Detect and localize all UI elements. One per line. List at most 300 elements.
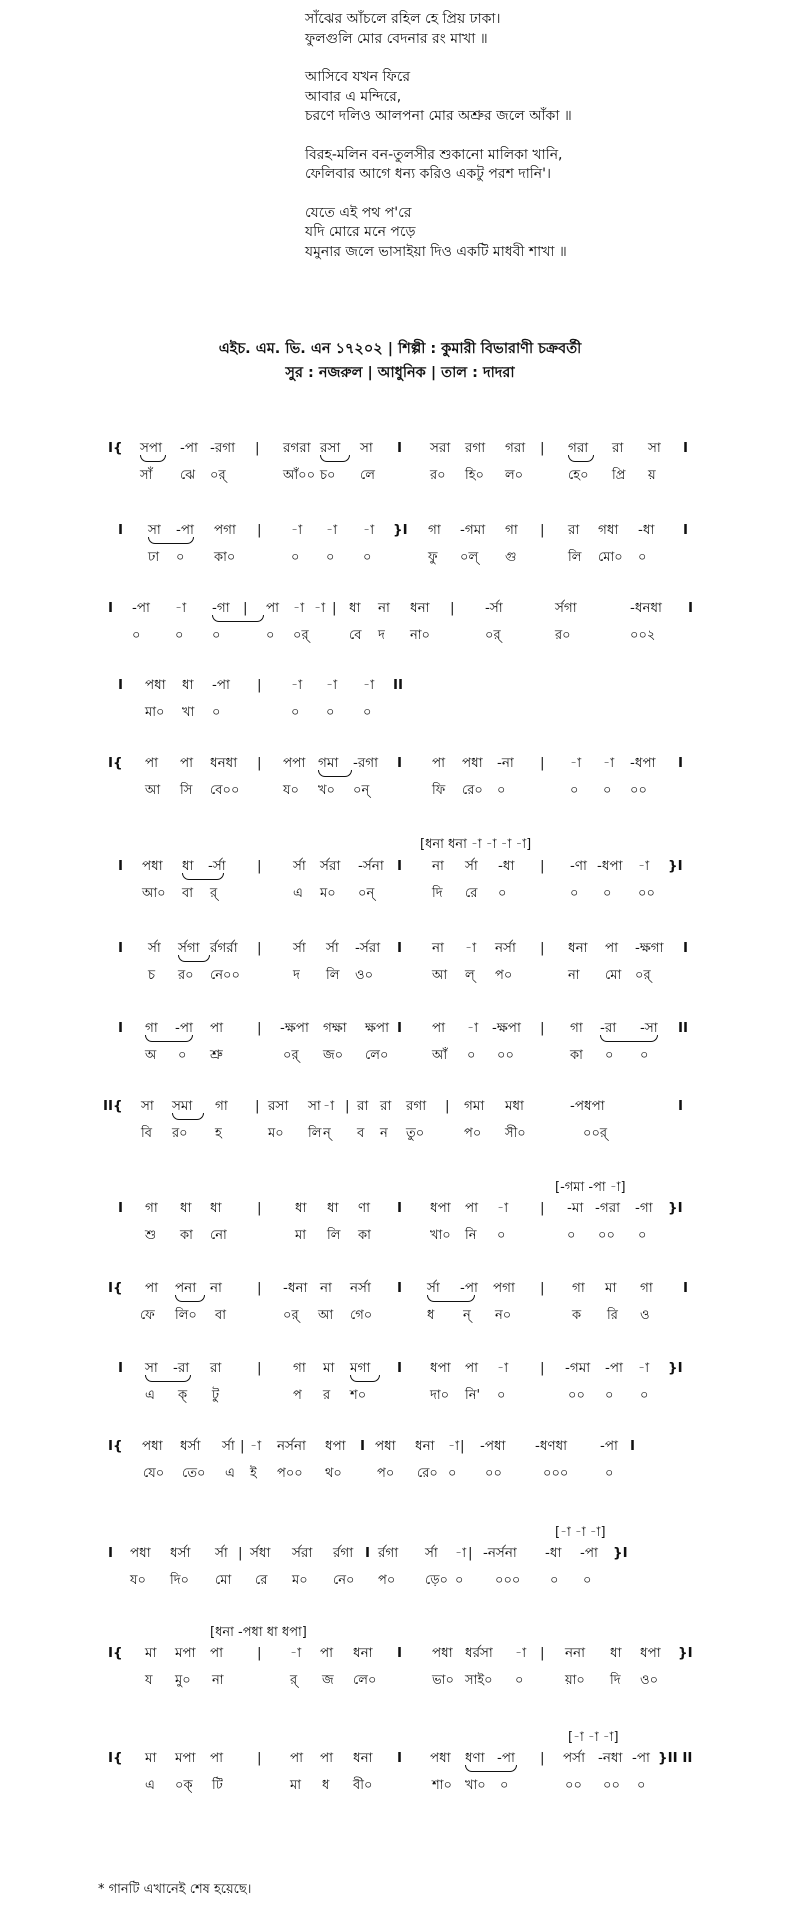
slur-mark — [600, 1035, 658, 1042]
lyric-syllable: ০ন্ — [353, 783, 370, 798]
swara-note: পা — [290, 1750, 304, 1766]
swara-note: ধনা — [568, 940, 588, 956]
lyric-syllable: ০ — [498, 886, 507, 901]
lyric-syllable: ব — [357, 1126, 365, 1141]
lyric-syllable: ০০ — [497, 1048, 514, 1063]
lyric-syllable: ই — [250, 1466, 257, 1481]
lyric-syllable: ০ — [175, 628, 184, 643]
bar-line: I — [397, 440, 403, 456]
swara-note: ধর্রসা — [465, 1645, 493, 1661]
swara-note: গরা — [568, 440, 589, 456]
bar-line: I — [118, 1360, 124, 1376]
bar-line: | — [540, 522, 545, 538]
swara-note: র্রগা — [333, 1545, 354, 1561]
lyric-line: সাঁঝের আঁচলে রহিল হে প্রিয় ঢাকা। — [305, 11, 501, 27]
swara-note: পধা — [142, 1438, 163, 1454]
swara-note: -া — [603, 755, 615, 771]
notation-row — [0, 1280, 800, 1340]
swara-note: -া — [638, 1360, 650, 1376]
lyric-syllable: ধ — [427, 1308, 435, 1323]
swara-note: -া — [363, 677, 375, 693]
bar-line: I — [397, 1645, 403, 1661]
lyric-syllable: মু০ — [175, 1673, 191, 1688]
swara-note: -া — [323, 1098, 335, 1114]
swara-note: না — [432, 858, 444, 874]
swara-note: ধর্সা — [170, 1545, 191, 1561]
bar-line: | — [257, 1280, 262, 1296]
swara-note: ক্ষপা — [365, 1020, 390, 1036]
swara-note: -ক্ষগা — [635, 940, 664, 956]
swara-note: -সা — [640, 1020, 658, 1036]
swara-note: পধা — [130, 1545, 151, 1561]
alternate-notation: [ধনা -পধা ধা ধপা] — [210, 1625, 307, 1640]
swara-note: -ধনধা — [630, 600, 662, 616]
bar-line: I{ — [108, 1438, 123, 1454]
lyric-syllable: এ — [145, 1388, 155, 1403]
lyric-syllable: নো — [210, 1228, 227, 1243]
notation-row — [0, 1020, 800, 1080]
bar-line: I — [397, 858, 403, 874]
alternate-notation: [ধনা ধনা -া -া -া -া] — [420, 837, 532, 852]
lyric-syllable: লি — [568, 550, 582, 565]
swara-note: পা — [432, 1020, 446, 1036]
swara-note: -পা — [460, 1280, 478, 1296]
swara-note: মপা — [175, 1645, 196, 1661]
lyric-syllable: বে — [349, 628, 362, 643]
bar-line: I — [683, 940, 689, 956]
swara-note: র্সা — [293, 858, 306, 874]
lyric-syllable: ০ — [605, 1048, 614, 1063]
swara-note: ধা — [349, 600, 361, 616]
lyric-syllable: কা০ — [214, 550, 236, 565]
swara-note: -ণা — [570, 858, 587, 874]
lyric-line: আবার এ মন্দিরে, — [305, 88, 402, 105]
lyric-syllable: ০ — [212, 628, 221, 643]
bar-line: I — [108, 600, 114, 616]
bar-line: | — [450, 600, 455, 616]
swara-note: ধা — [295, 1200, 307, 1216]
lyric-syllable: মা — [295, 1228, 306, 1243]
swara-note: -া — [497, 1360, 509, 1376]
swara-note: র্সগা — [178, 940, 200, 956]
swara-note: -া — [326, 522, 338, 538]
lyric-syllable: ল০ — [505, 468, 524, 483]
swara-note: -গমা — [460, 522, 486, 538]
bar-line: | — [257, 1750, 262, 1766]
lyric-syllable: ম০ — [292, 1573, 308, 1588]
swara-note: পা — [145, 755, 159, 771]
notation-row — [0, 1098, 800, 1158]
lyric-syllable: অ — [145, 1048, 157, 1063]
bar-line: I — [118, 1200, 124, 1216]
lyric-syllable: ভা০ — [432, 1673, 454, 1688]
swara-note: মগা — [350, 1360, 371, 1376]
swara-note: রা — [612, 440, 624, 456]
slur-mark — [427, 1295, 475, 1302]
lyric-syllable: লে০ — [353, 1673, 377, 1688]
bar-line: I — [118, 522, 124, 538]
swara-note: গা — [428, 522, 441, 538]
lyric-syllable: ০০ — [638, 886, 655, 901]
swara-note: -া — [326, 677, 338, 693]
bar-line: | — [345, 1098, 350, 1114]
lyric-syllable: ০ — [291, 705, 300, 720]
bar-line: I — [118, 858, 124, 874]
bar-line: | — [540, 755, 545, 771]
swara-note: সা — [308, 1098, 321, 1114]
swara-note: না — [378, 600, 390, 616]
swara-note: গা — [572, 1280, 585, 1296]
bar-line: I — [397, 1280, 403, 1296]
lyric-line: যেতে এই পথ প'রে — [305, 204, 412, 221]
lyric-syllable: বা — [215, 1308, 227, 1323]
swara-note: রা — [210, 1360, 222, 1376]
swara-note: পা — [266, 600, 280, 616]
lyric-syllable: রি — [607, 1308, 618, 1323]
lyric-syllable: ক — [572, 1308, 582, 1323]
lyric-syllable: শা০ — [432, 1778, 452, 1793]
bar-line: | — [540, 940, 545, 956]
lyric-syllable: ঝে — [180, 468, 196, 483]
bar-line: I — [683, 1280, 689, 1296]
swara-note: পর্সা — [563, 1750, 585, 1766]
swara-note: -গা — [635, 1200, 653, 1216]
swara-note: পা — [605, 940, 619, 956]
swara-note: ধনা — [410, 600, 430, 616]
swara-note: পধা — [430, 1750, 451, 1766]
swara-note: -পা — [175, 1020, 193, 1036]
lyric-syllable: ০০ — [565, 1778, 582, 1793]
lyric-syllable: টি — [212, 1778, 223, 1793]
notation-row — [0, 1545, 800, 1605]
bar-line: II — [393, 677, 404, 693]
swara-note: -ধপা — [630, 755, 656, 771]
lyric-syllable: প্রি — [612, 468, 626, 483]
lyric-syllable: ০০ — [630, 783, 647, 798]
swara-note: র্সগা — [555, 600, 577, 616]
swara-note: গা — [640, 1280, 653, 1296]
lyric-syllable: হ — [215, 1126, 222, 1141]
swara-note: ধপা — [640, 1645, 661, 1661]
lyric-syllable: শু — [145, 1228, 157, 1243]
lyric-syllable: মা০ — [145, 705, 165, 720]
lyric-syllable: য০ — [130, 1573, 146, 1588]
swara-note: -া — [293, 600, 305, 616]
swara-note: র্সধা — [250, 1545, 271, 1561]
swara-note: র্সা — [148, 940, 161, 956]
swara-note: গমা — [464, 1098, 485, 1114]
lyric-syllable: সী০ — [505, 1126, 526, 1141]
lyric-syllable: ধ — [322, 1778, 330, 1793]
lyric-syllable: ফি — [432, 783, 446, 798]
swara-note: ধা — [182, 677, 194, 693]
notation-row — [0, 1200, 800, 1260]
lyric-line: ফেলিবার আগে ধন্য করিও একটু পরশ দানি'। — [305, 166, 551, 182]
swara-note: গা — [570, 1020, 583, 1036]
lyric-syllable: লি — [326, 968, 340, 983]
swara-note: র্সরা — [292, 1545, 313, 1561]
bar-line: | — [257, 1200, 262, 1216]
lyric-line: আসিবে যখন ফিরে — [305, 69, 411, 85]
lyric-syllable: ড়ে০ — [425, 1573, 449, 1588]
bar-line: | — [540, 1200, 545, 1216]
lyric-syllable: র্ — [210, 886, 218, 901]
swara-note: নর্সনা — [277, 1438, 306, 1454]
swara-note: -া — [291, 522, 303, 538]
lyric-syllable: কা — [358, 1228, 371, 1243]
lyric-syllable: ০ — [497, 1388, 506, 1403]
swara-note: -া — [363, 522, 375, 538]
swara-note: পা — [210, 1750, 224, 1766]
swara-note: -গা — [212, 600, 230, 616]
lyric-syllable: ০ — [570, 886, 579, 901]
swara-note: ধনা — [415, 1438, 435, 1454]
swara-note: -পা — [132, 600, 150, 616]
slur-mark — [175, 1295, 205, 1302]
bar-line: | — [238, 1545, 243, 1561]
swara-note: মা — [145, 1645, 157, 1661]
swara-note: সা — [148, 522, 161, 538]
swara-note: -রগা — [210, 440, 236, 456]
lyric-syllable: ০ — [132, 628, 141, 643]
swara-note: -া — [291, 677, 303, 693]
bar-line: I — [683, 440, 689, 456]
lyric-syllable: ল্ — [465, 968, 475, 983]
notation-row — [0, 522, 800, 582]
lyric-syllable: ০ — [605, 1466, 614, 1481]
swara-note: গা — [145, 1020, 158, 1036]
lyric-syllable: ০র্ — [210, 468, 226, 483]
swara-note: -া — [497, 1200, 509, 1216]
bar-line: I — [365, 1545, 371, 1561]
bar-line: I{ — [108, 440, 123, 456]
swara-note: -ধনা — [283, 1280, 308, 1296]
lyric-syllable: সি — [180, 783, 193, 798]
lyric-syllable: প০ — [464, 1126, 482, 1141]
bar-line: | — [468, 1545, 473, 1561]
lyric-syllable: কা — [180, 1228, 193, 1243]
lyric-syllable: কা — [570, 1048, 583, 1063]
lyric-syllable: না — [212, 1673, 224, 1688]
lyric-syllable: ০ — [515, 1673, 524, 1688]
lyric-syllable: ০ — [500, 1778, 509, 1793]
lyric-syllable: দি — [610, 1673, 621, 1688]
lyric-syllable: মো — [605, 968, 622, 983]
swara-note: ধা — [610, 1645, 622, 1661]
swara-note: নর্সা — [350, 1280, 371, 1296]
lyric-syllable: লি — [327, 1228, 341, 1243]
bar-line: I — [688, 600, 694, 616]
lyric-syllable: ০ — [178, 1048, 187, 1063]
lyric-syllable: লে০ — [365, 1048, 389, 1063]
lyric-syllable: ০ — [212, 705, 221, 720]
bar-line: | — [257, 858, 262, 874]
lyric-syllable: ০ — [467, 1048, 476, 1063]
swara-note: না — [210, 1280, 222, 1296]
lyric-syllable: প০ — [378, 1573, 396, 1588]
lyric-syllable: চ০ — [320, 468, 336, 483]
slur-mark — [320, 455, 350, 462]
swara-note: পধা — [462, 755, 483, 771]
swara-note: রসা — [320, 440, 341, 456]
slur-mark — [318, 770, 352, 777]
lyric-syllable: ০ — [603, 783, 612, 798]
lyric-syllable: র০ — [178, 968, 194, 983]
swara-note: সমা — [172, 1098, 193, 1114]
bar-line: | — [255, 1098, 260, 1114]
tune-info: সুর : নজরুল | আধুনিক | তাল : দাদরা — [285, 365, 515, 381]
lyric-syllable: ০ — [326, 705, 335, 720]
notation-row — [0, 600, 800, 660]
lyric-syllable: খা০ — [430, 1228, 451, 1243]
bar-line: | — [240, 1438, 245, 1454]
swara-note: পা — [320, 1750, 334, 1766]
swara-note: -ধা — [498, 858, 515, 874]
bar-line: }I — [393, 522, 408, 538]
bar-line: I — [678, 1098, 684, 1114]
swara-note: র্সরা — [320, 858, 341, 874]
lyric-syllable: রে০ — [417, 1466, 438, 1481]
bar-line: I — [118, 1020, 124, 1036]
bar-line: | — [540, 440, 545, 456]
lyric-syllable: য — [145, 1673, 153, 1688]
lyric-syllable: ০র্ — [283, 1308, 299, 1323]
lyric-syllable: লি — [308, 1126, 322, 1141]
swara-note: -া — [175, 600, 187, 616]
bar-line: | — [257, 1645, 262, 1661]
bar-line: | — [255, 440, 260, 456]
lyric-syllable: না০ — [410, 628, 430, 643]
bar-line: I — [397, 1750, 403, 1766]
lyric-syllable: তু০ — [406, 1126, 425, 1141]
lyric-syllable: শ০ — [350, 1388, 367, 1403]
bar-line: I{ — [108, 755, 123, 771]
alternate-notation: [-গমা -পা -া] — [555, 1180, 626, 1195]
bar-line: I — [397, 1200, 403, 1216]
lyric-syllable: লি০ — [175, 1308, 197, 1323]
swara-note: -পধপা — [570, 1098, 605, 1114]
swara-note: -পা — [180, 440, 198, 456]
lyric-syllable: এ — [145, 1778, 155, 1793]
lyric-syllable: আ — [145, 783, 161, 798]
swara-note: -পা — [580, 1545, 598, 1561]
swara-note: ধা — [182, 858, 194, 874]
bar-line: }I — [678, 1645, 693, 1661]
lyric-syllable: আ — [432, 968, 448, 983]
bar-line: | — [257, 1360, 262, 1376]
swara-note: -নধা — [598, 1750, 623, 1766]
slur-mark — [350, 1375, 380, 1382]
swara-note: পধা — [375, 1438, 396, 1454]
swara-note: ধপা — [325, 1438, 346, 1454]
swara-note: ধা — [327, 1200, 339, 1216]
swara-note: পা — [210, 1020, 224, 1036]
bar-line: }I — [668, 858, 683, 874]
swara-note: -র্সরা — [355, 940, 381, 956]
swara-note: -পা — [176, 522, 194, 538]
swara-note: গরা — [505, 440, 526, 456]
lyric-syllable: র০ — [555, 628, 571, 643]
lyric-line: চরণে দলিও আলপনা মোর অশ্রুর জলে আঁকা ॥ — [305, 108, 572, 124]
bar-line: I — [397, 755, 403, 771]
lyric-syllable: ও০ — [640, 1673, 659, 1688]
lyric-syllable: ০র্ — [485, 628, 501, 643]
bar-line: | — [460, 1438, 465, 1454]
lyric-syllable: দা০ — [430, 1388, 450, 1403]
lyric-syllable: সাঁ — [140, 468, 153, 483]
swara-note: ধনা — [353, 1645, 373, 1661]
swara-note: গমা — [318, 755, 339, 771]
swara-note: -গরা — [595, 1200, 621, 1216]
swara-note: র্সা — [326, 940, 339, 956]
swara-note: -া — [638, 858, 650, 874]
bar-line: I — [683, 522, 689, 538]
lyric-syllable: ও — [640, 1308, 650, 1323]
swara-note: র্সা — [427, 1280, 440, 1296]
lyric-syllable: গে০ — [350, 1308, 373, 1323]
lyric-syllable: ০ — [605, 1388, 614, 1403]
lyric-syllable: ম০ — [268, 1126, 284, 1141]
swara-note: র্সা — [215, 1545, 228, 1561]
lyric-syllable: প০০ — [277, 1466, 303, 1481]
lyric-syllable: ০ — [637, 1778, 646, 1793]
swara-note: পধা — [432, 1645, 453, 1661]
bar-line: I — [118, 677, 124, 693]
swara-note: পগা — [214, 522, 236, 538]
swara-note: -পা — [605, 1360, 623, 1376]
lyric-syllable: ক্ — [178, 1388, 188, 1403]
swara-note: পা — [180, 755, 194, 771]
swara-note: -া — [448, 1438, 460, 1454]
swara-note: ধনা — [353, 1750, 373, 1766]
lyric-line: বিরহ-মলিন বন-তুলসীর শুকানো মালিকা খানি, — [305, 146, 563, 163]
bar-line: I — [678, 755, 684, 771]
bar-line: | — [540, 858, 545, 874]
lyric-syllable: নে০০ — [210, 968, 240, 983]
swara-note: পধা — [145, 677, 166, 693]
swara-note: র্রগর্রা — [210, 940, 238, 956]
swara-note: -র্সা — [208, 858, 226, 874]
lyric-syllable: ০ — [640, 1388, 649, 1403]
bar-line: | — [243, 600, 248, 616]
lyric-syllable: আঁ০০ — [283, 468, 316, 483]
lyric-syllable: য০ — [283, 783, 299, 798]
swara-note: পগা — [493, 1280, 515, 1296]
alternate-notation: [-া -া -া] — [555, 1525, 606, 1540]
bar-line: II{ — [103, 1098, 123, 1114]
lyric-syllable: ০ন্ — [358, 886, 375, 901]
slur-mark — [145, 1035, 193, 1042]
lyric-syllable: প০ — [495, 968, 513, 983]
lyric-syllable: ০ — [448, 1466, 457, 1481]
bar-line: I{ — [108, 1645, 123, 1661]
lyric-syllable: নে০ — [333, 1573, 355, 1588]
swara-note: সরা — [430, 440, 451, 456]
lyric-syllable: ০র্ — [635, 968, 651, 983]
slur-mark — [182, 873, 224, 880]
swara-note: মা — [605, 1280, 617, 1296]
lyric-syllable: ফে — [140, 1308, 155, 1323]
bar-line: I — [397, 1020, 403, 1036]
swara-note: -র্সা — [485, 600, 503, 616]
swara-note: গা — [145, 1200, 158, 1216]
lyric-syllable: বে০০ — [210, 783, 240, 798]
bar-line: }II II — [658, 1750, 693, 1766]
lyric-syllable: রে — [465, 886, 478, 901]
lyric-syllable: ০ — [455, 1573, 464, 1588]
swara-note: রসা — [268, 1098, 289, 1114]
lyric-syllable: ০ — [497, 1228, 506, 1243]
